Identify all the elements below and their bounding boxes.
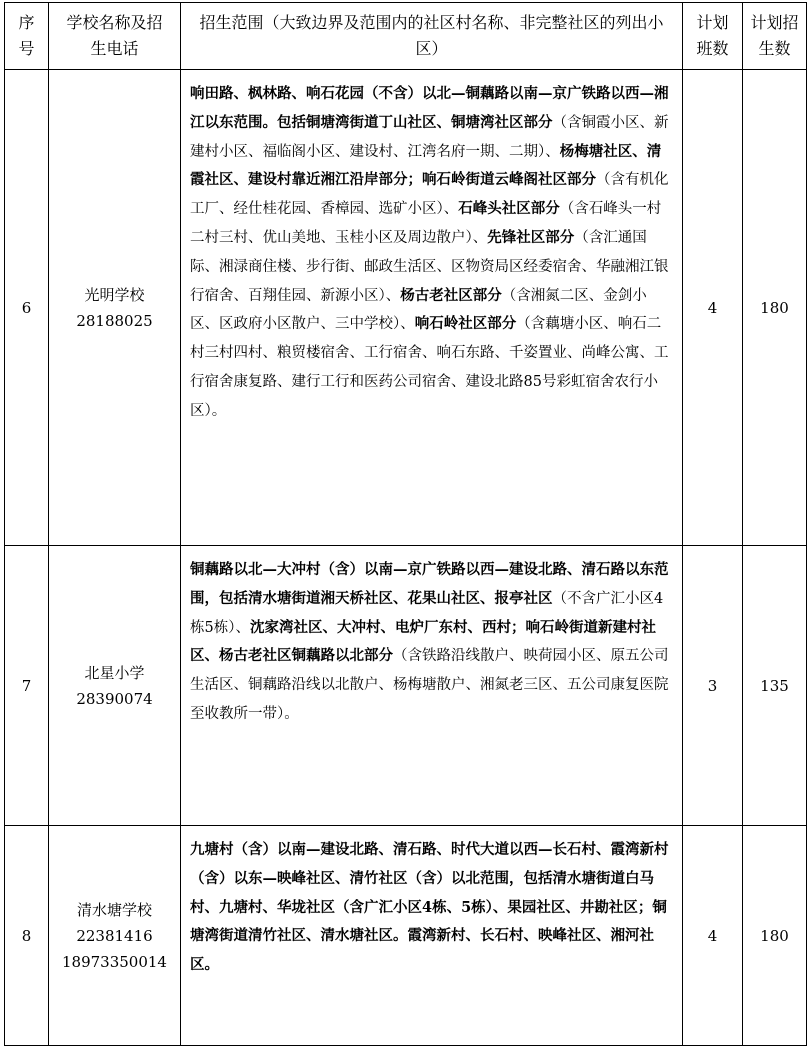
row-classes: 3 xyxy=(683,546,743,826)
row-index: 6 xyxy=(5,70,49,546)
enrollment-table xyxy=(4,2,807,1046)
school-phone: 18973350014 xyxy=(62,952,167,971)
row-enrollment: 180 xyxy=(743,70,807,546)
school-name: 光明学校 xyxy=(84,285,145,304)
school-phone: 22381416 xyxy=(76,926,153,945)
row-enrollment: 135 xyxy=(743,546,807,826)
table-row xyxy=(5,70,807,546)
row-school xyxy=(49,826,181,1046)
school-name: 清水塘学校 xyxy=(76,900,152,919)
row-scope xyxy=(181,826,683,1046)
school-phone: 28390074 xyxy=(76,689,153,708)
row-index: 8 xyxy=(5,826,49,1046)
row-enrollment: 180 xyxy=(743,826,807,1046)
scope-text: 铜藕路以北—大冲村（含）以南—京广铁路以西—建设北路、清石路以东范围，包括清水塘街道湘天桥社区、花果山社区、报亭社区（不含广汇小区4栋5栋）、沈家湾社区、大冲村、电炉厂东村、西村；响石岭街道新建村社区、杨古老社区铜藕路以北部分（含铁路沿线散户、映荷园小区、原五公司生活区、铜藕路沿线以北散户、杨梅塘散户、湘氮老三区、五公司康复医院至收教所一带）。 xyxy=(190,561,669,722)
scope-text: 九塘村（含）以南—建设北路、清石路、时代大道以西—长石村、霞湾新村（含）以东—映峰社区、清竹社区（含）以北范围，包括清水塘街道白马村、九塘村、华垅社区（含广汇小区4栋、5栋）、果园社区、井勘社区；铜塘湾街道清竹社区、清水塘社区。霞湾新村、长石村、映峰社区、湘河社区。 xyxy=(190,841,669,974)
row-scope xyxy=(181,70,683,546)
table-row xyxy=(5,826,807,1046)
row-school xyxy=(49,70,181,546)
header-school xyxy=(49,3,181,70)
header-classes xyxy=(683,3,743,70)
header-index-label: 序号 xyxy=(18,13,35,58)
school-phone: 28188025 xyxy=(76,311,153,330)
scope-text: 响田路、枫林路、响石花园（不含）以北—铜藕路以南—京广铁路以西—湘江以东范围。包括铜塘湾街道丁山社区、铜塘湾社区部分（含铜霞小区、新建村小区、福临阁小区、建设村、江湾名府一期、二期）、杨梅塘社区、清霞社区、建设村靠近湘江沿岸部分；响石岭街道云峰阁社区部分（含有机化工厂、经仕桂花园、香樟园、选矿小区）、石峰头社区部分（含石峰头一村二村三村、优山美地、玉桂小区及周边散户）、先锋社区部分（含汇通国际、湘渌商住楼、步行街、邮政生活区、区物资局区经委宿舍、华融湘江银行宿舍、百翔佳园、新源小区）、杨古老社区部分（含湘氮二区、金剑小区、区政府小区散户、三中学校）、响石岭社区部分（含藕塘小区、响石二村三村四村、粮贸楼宿舍、工行宿舍、响石东路、千姿置业、尚峰公寓、工行宿舍康复路、建行工行和医药公司宿舍、建设北路85号彩虹宿舍农行小区）。 xyxy=(190,85,669,419)
row-classes: 4 xyxy=(683,826,743,1046)
table-row xyxy=(5,546,807,826)
header-school-label: 学校名称及招生电话 xyxy=(66,13,163,58)
header-classes-label: 计划班数 xyxy=(696,13,729,58)
row-scope xyxy=(181,546,683,826)
row-index: 7 xyxy=(5,546,49,826)
header-scope-label: 招生范围（大致边界及范围内的社区村名称、非完整社区的列出小区） xyxy=(199,13,664,58)
row-school xyxy=(49,546,181,826)
school-name: 北星小学 xyxy=(84,663,145,682)
row-classes: 4 xyxy=(683,70,743,546)
header-enrollment-label: 计划招生数 xyxy=(750,13,799,58)
header-scope xyxy=(181,3,683,70)
table-header-row xyxy=(5,3,807,70)
header-enrollment xyxy=(743,3,807,70)
header-index xyxy=(5,3,49,70)
